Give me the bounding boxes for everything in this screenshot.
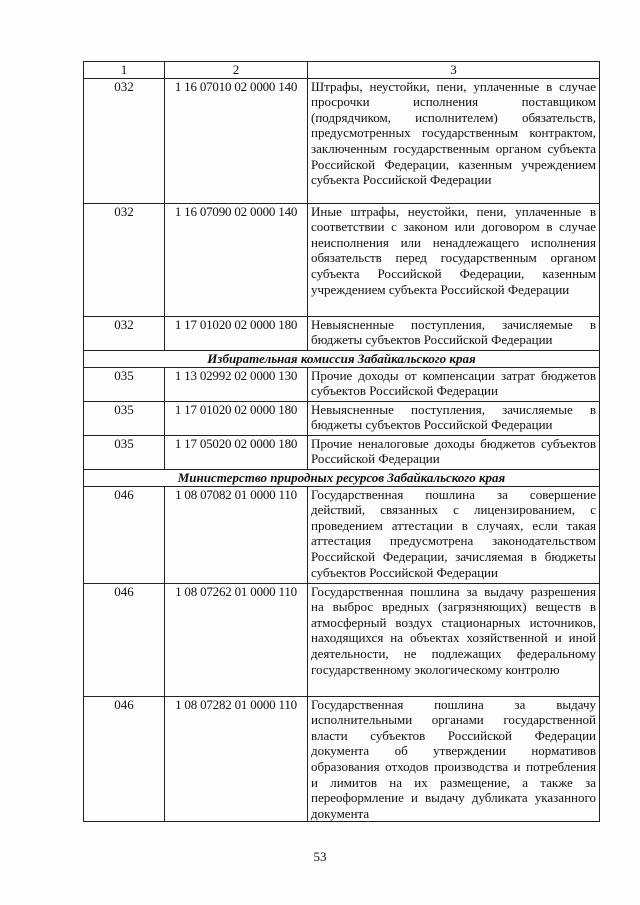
section-title: Министерство природных ресурсов Забайкальского края — [84, 469, 600, 486]
admin-code-cell: 046 — [84, 583, 165, 696]
kbk-code-cell: 1 13 02992 02 0000 130 — [165, 367, 308, 401]
kbk-code-cell: 1 08 07262 01 0000 110 — [165, 583, 308, 696]
column-header-3: 3 — [308, 62, 600, 79]
section-title: Избирательная комиссия Забайкальского края — [84, 350, 600, 367]
kbk-code-cell: 1 08 07082 01 0000 110 — [165, 486, 308, 583]
admin-code-cell: 035 — [84, 367, 165, 401]
admin-code-cell: 035 — [84, 401, 165, 435]
description-cell: Государственная пошлина за выдачу исполнительными органами государственной власти субъектов Российской Федерации документа об утверждении нормативов образования отходов производства и потребления и лимитов на их размещение, а также за переоформление и выдачу дубликата указанного документа — [308, 696, 600, 822]
description-cell: Невыясненные поступления, зачисляемые в бюджеты субъектов Российской Федерации — [308, 401, 600, 435]
section-header-row — [84, 350, 600, 367]
table-header-row — [84, 62, 600, 79]
description-cell: Прочие доходы от компенсации затрат бюджетов субъектов Российской Федерации — [308, 367, 600, 401]
description-cell: Прочие неналоговые доходы бюджетов субъектов Российской Федерации — [308, 435, 600, 469]
description-cell: Иные штрафы, неустойки, пени, уплаченные в соответствии с законом или договором в случае неисполнения или ненадлежащего исполнения обязательств перед государственным органом субъекта Российской Федерации, казенным учреждением субъекта Российской Федерации — [308, 203, 600, 316]
table-row — [84, 78, 600, 203]
admin-code-cell: 035 — [84, 435, 165, 469]
column-header-2: 2 — [165, 62, 308, 79]
table-row — [84, 435, 600, 469]
admin-code-cell: 046 — [84, 486, 165, 583]
kbk-code-cell: 1 16 07010 02 0000 140 — [165, 78, 308, 203]
kbk-code-cell: 1 17 05020 02 0000 180 — [165, 435, 308, 469]
kbk-code-cell: 1 17 01020 02 0000 180 — [165, 401, 308, 435]
revenue-codes-table — [83, 61, 600, 822]
kbk-code-cell: 1 16 07090 02 0000 140 — [165, 203, 308, 316]
table-row — [84, 486, 600, 583]
kbk-code-cell: 1 17 01020 02 0000 180 — [165, 316, 308, 350]
description-cell: Штрафы, неустойки, пени, уплаченные в случае просрочки исполнения поставщиком (подрядчиком, исполнителем) обязательств, предусмотренных государственным контрактом, заключенным государственным органом субъекта Российской Федерации, казенным учреждением субъекта Российской Федерации — [308, 78, 600, 203]
description-cell: Невыясненные поступления, зачисляемые в бюджеты субъектов Российской Федерации — [308, 316, 600, 350]
table-row — [84, 583, 600, 696]
admin-code-cell: 046 — [84, 696, 165, 822]
admin-code-cell: 032 — [84, 203, 165, 316]
section-header-row — [84, 469, 600, 486]
table-row — [84, 367, 600, 401]
table-row — [84, 203, 600, 316]
description-cell: Государственная пошлина за совершение действий, связанных с лицензированием, с проведением аттестации в случаях, если такая аттестация предусмотрена законодательством Российской Федерации, зачисляемая в бюджеты субъектов Российской Федерации — [308, 486, 600, 583]
table-row — [84, 316, 600, 350]
table-row — [84, 401, 600, 435]
page-number: 53 — [313, 849, 327, 864]
description-cell: Государственная пошлина за выдачу разрешения на выброс вредных (загрязняющих) веществ в атмосферный воздух стационарных источников, находящихся на объектах хозяйственной и иной деятельности, не подлежащих федеральному государственному экологическому контролю — [308, 583, 600, 696]
admin-code-cell: 032 — [84, 78, 165, 203]
column-header-1: 1 — [84, 62, 165, 79]
admin-code-cell: 032 — [84, 316, 165, 350]
table-row — [84, 696, 600, 822]
kbk-code-cell: 1 08 07282 01 0000 110 — [165, 696, 308, 822]
